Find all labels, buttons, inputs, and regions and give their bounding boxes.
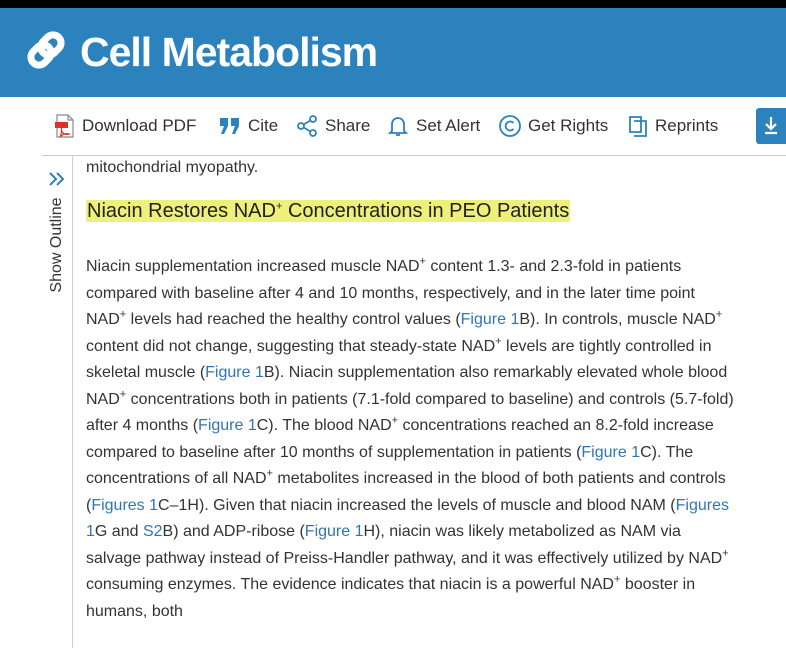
browser-viewport — [0, 8, 786, 648]
show-outline-toggle[interactable]: Show Outline — [48, 197, 65, 293]
copyright-icon — [498, 114, 522, 138]
set-alert-button[interactable] — [386, 114, 480, 138]
get-rights-button[interactable] — [498, 114, 608, 138]
set-alert-label: Set Alert — [416, 116, 481, 135]
highlighted-heading: Niacin Restores NAD+ Concentrations in PEO Patients — [87, 200, 570, 222]
journal-title[interactable]: Cell Metabolism — [80, 29, 378, 75]
reprints-button[interactable] — [627, 114, 718, 138]
figure-link[interactable]: Figure 1 — [460, 311, 520, 328]
previous-paragraph-end: mitochondrial myopathy. — [86, 159, 259, 176]
bell-icon — [386, 114, 410, 138]
get-rights-label: Get Rights — [528, 116, 609, 135]
outline-sidebar — [42, 156, 73, 648]
share-icon — [295, 114, 319, 138]
download-pdf-button[interactable] — [54, 114, 196, 138]
download-icon — [756, 108, 786, 144]
section-heading — [86, 198, 570, 224]
cell-logo-icon — [24, 28, 68, 72]
figure-link[interactable]: Figure 1 — [581, 443, 641, 461]
pdf-icon — [54, 114, 76, 138]
figure-link[interactable]: Figure 1 — [304, 523, 364, 540]
cite-label: Cite — [248, 116, 279, 135]
figure-link[interactable]: Figure 1 — [205, 364, 264, 381]
quote-icon — [218, 116, 242, 136]
download-button[interactable] — [756, 108, 786, 144]
figure-link[interactable]: Figure 1 — [198, 417, 257, 434]
figures-link[interactable]: Figures 1 — [86, 496, 729, 540]
double-chevron-right-icon[interactable] — [46, 168, 68, 190]
reprints-label: Reprints — [655, 116, 719, 135]
cite-button[interactable] — [218, 114, 278, 138]
share-button[interactable] — [295, 114, 370, 138]
download-pdf-label: Download PDF — [82, 116, 197, 135]
section-paragraph: Niacin supplementation increased muscle NAD+ content 1.3- and 2.3-fold in patients compared with baseline after 4 and 10 months, respectively, and in the later time point NAD+ levels had reached the healthy control values (Figure 1B). In controls, muscle NAD+ content did not change, suggesting that steady-state NAD+ levels are tightly controlled in skeletal muscle (Figure 1B). Niacin supplementation also remarkably elevated whole blood NAD+ concentrations both in patients (7.1-fold compared to baseline) and controls (5.7-fold) after 4 months (Figure 1C). The blood NAD+ concentrations reached an 8.2-fold increase compared to baseline after 10 months of supplementation in patients (Figure 1C). The concentrations of all NAD+ metabolites increased in the blood of both patients and controls (Figures 1C–1H). Given that niacin increased the levels of muscle and blood NAM (Figures 1G and S2B) and ADP-ribose (Figure 1H), niacin was likely metabolized as NAM via salvage pathway instead of Preiss-Handler pathway, and it was effectively utilized by NAD+ consuming enzymes. The evidence indicates that niacin is a powerful NAD+ booster in humans, both — [86, 255, 734, 620]
share-label: Share — [325, 116, 371, 135]
supplement-figure-link[interactable]: S2 — [142, 523, 163, 540]
article-toolbar — [42, 97, 786, 156]
figures-link[interactable]: Figures 1 — [91, 496, 159, 514]
site-header — [0, 8, 786, 97]
reprints-icon — [627, 114, 649, 138]
